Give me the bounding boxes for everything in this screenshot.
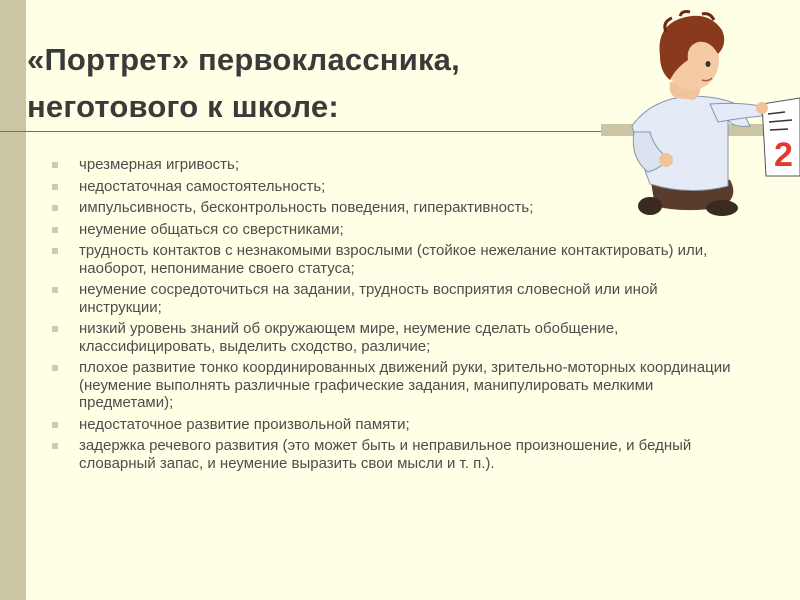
report-card-grade: 2 xyxy=(774,136,793,174)
slide-title-line-1: «Портрет» первоклассника, xyxy=(27,42,460,77)
bullet-item xyxy=(52,416,742,434)
slide-title xyxy=(27,36,587,130)
bullet-marker-icon xyxy=(52,248,58,254)
title-underline xyxy=(27,131,602,132)
slide-title-line-2: неготового к школе: xyxy=(27,89,339,124)
bullet-marker-icon xyxy=(52,287,58,293)
boy-head xyxy=(659,12,724,101)
bullet-text: неумение общаться со сверстниками; xyxy=(79,220,344,238)
bullet-marker-icon xyxy=(52,227,58,233)
left-accent-bar xyxy=(0,0,26,600)
boy-hand xyxy=(659,153,673,167)
bullet-item xyxy=(52,359,742,412)
bullet-item xyxy=(52,242,742,277)
boy-hand xyxy=(756,102,768,114)
bullet-marker-icon xyxy=(52,162,58,168)
bullet-marker-icon xyxy=(52,326,58,332)
bullet-item xyxy=(52,281,742,316)
bullet-item xyxy=(52,320,742,355)
bullet-text: плохое развитие тонко координированных движений руки, зрительно-моторных координации (неумение выполнять различные графические задания, манипулировать мелкими предметами); xyxy=(79,359,731,411)
bullet-marker-icon xyxy=(52,443,58,449)
bullet-text: задержка речевого развития (это может быть и неправильное произношение, и бедный словарный запас, и неумение выразить свои мысли и т. п.). xyxy=(79,437,692,472)
bullet-text: недостаточная самостоятельность; xyxy=(79,177,326,195)
bullet-item xyxy=(52,437,742,472)
bullet-text: недостаточное развитие произвольной памяти; xyxy=(79,415,410,433)
bullet-text: чрезмерная игривость; xyxy=(79,156,240,173)
bullet-marker-icon xyxy=(52,422,58,428)
bullet-marker-icon xyxy=(52,205,58,211)
bullet-text: импульсивность, бесконтрольность поведения, гиперактивность; xyxy=(79,199,534,216)
title-underline-left xyxy=(0,131,27,132)
bullet-marker-icon xyxy=(52,365,58,371)
bullet-text: неумение сосредоточиться на задании, трудность восприятия словесной или иной инструкции; xyxy=(79,281,658,316)
bullet-marker-icon xyxy=(52,184,58,190)
boy-shirt xyxy=(632,96,762,191)
boy-with-report-card-icon xyxy=(610,8,800,228)
bullet-text: трудность контактов с незнакомыми взрослыми (стойкое нежелание контактировать) или, наоборот, непонимание своего статуса; xyxy=(79,242,708,277)
bullet-text: низкий уровень знаний об окружающем мире, неумение сделать обобщение, классифицировать, выделить сходство, различие; xyxy=(79,320,619,355)
